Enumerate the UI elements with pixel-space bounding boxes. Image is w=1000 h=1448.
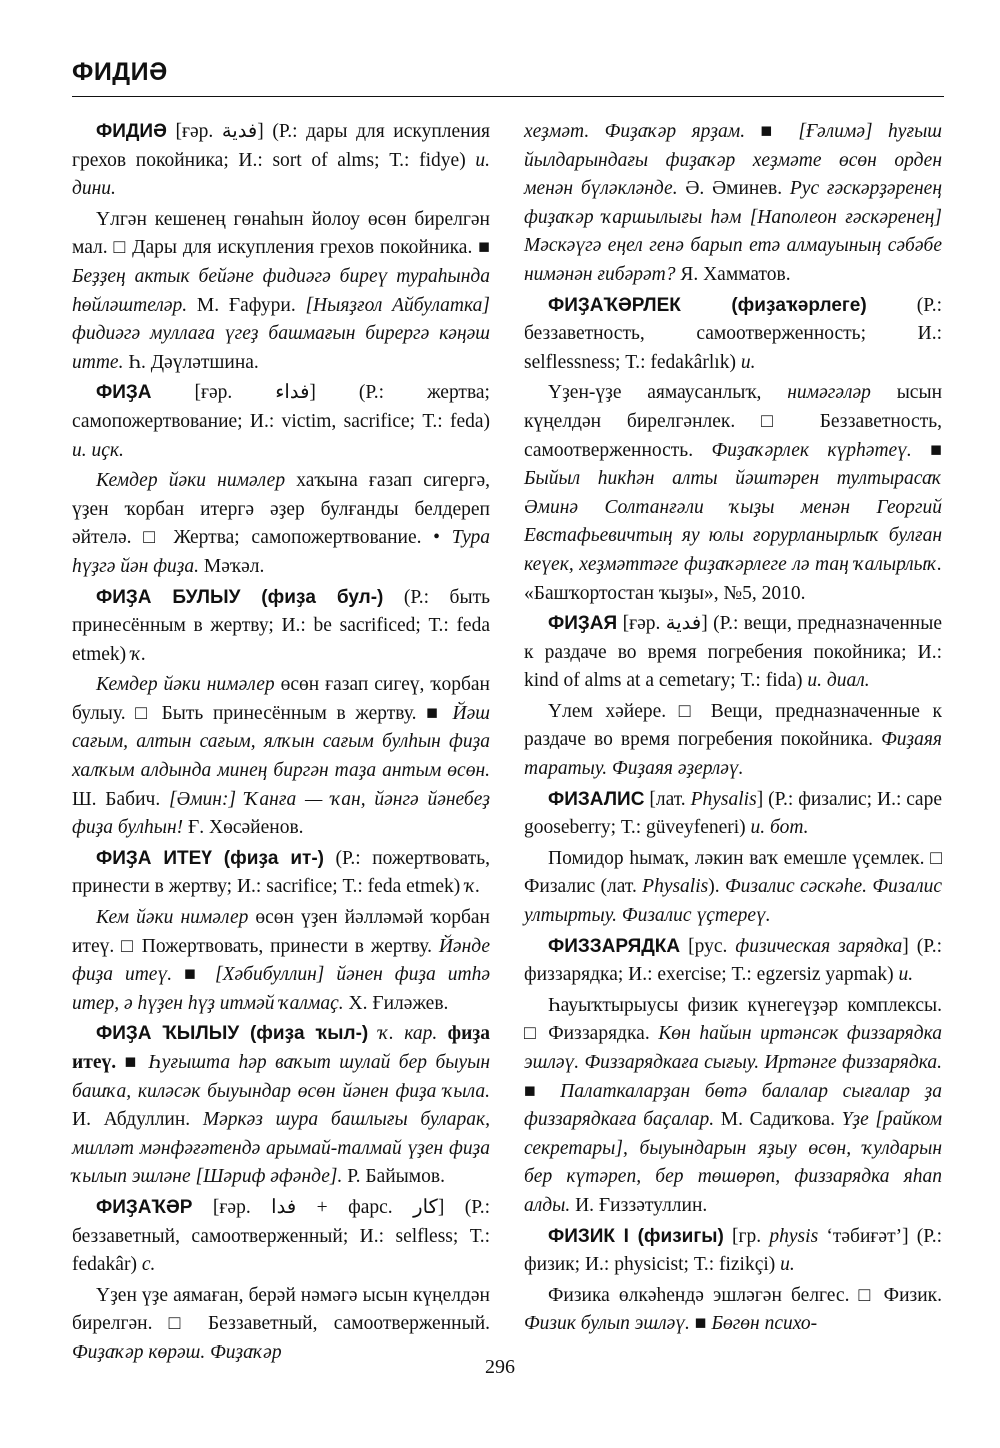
usage-note: нимәгәләр xyxy=(787,382,871,404)
usage-note: Кем йәки нимәлер xyxy=(96,907,249,929)
entry-fiza-iteu-body xyxy=(72,904,490,1018)
latin-term: Physalis xyxy=(642,876,709,898)
sense-text: Үлгән кешенең гөнаһын йолоу өсөн бирелгән мал. □ Дары для искупления грехов покойника. ■ xyxy=(72,208,490,259)
entry-fizalis-body xyxy=(524,845,942,931)
entry-fiza-bulyu xyxy=(72,584,490,670)
running-head: ФИДИӘ xyxy=(72,58,168,86)
page-number: 296 xyxy=(485,1356,515,1378)
example: Йәнде фиҙа итеү. xyxy=(72,935,490,986)
grammar-label: и. xyxy=(740,351,756,373)
example: Фиҙаҡәр көрәш. Фиҙаҡәр xyxy=(72,1341,282,1363)
definition: (Р.: быть принесённым в жертву; И.: be sacrificed; Т.: feda etmek) xyxy=(72,586,490,665)
entry-fizik xyxy=(524,1223,942,1280)
author: Я. Хамматов. xyxy=(675,263,791,285)
author: М. Ғафури. xyxy=(187,294,306,316)
definition: ‘тәбиғәт’] (Р.: физик; И.: physicist; Т.: fizikçi) xyxy=(524,1225,943,1276)
author: И. Ғиззәтуллин. xyxy=(570,1194,708,1216)
entry-fiza xyxy=(72,379,490,465)
source: Мәҡәл. xyxy=(199,555,265,577)
example: Палаткаларҙан бөтә балалар сығалар ҙа физзарядкаға баҫалар. xyxy=(524,1080,943,1131)
definition: (Р.: беззаветность, самоотверженность; И.: selflessness; Т.: fedakârlık) xyxy=(524,294,942,373)
definition: [рус. xyxy=(680,935,736,957)
grammar-label: ҡ. xyxy=(131,643,147,665)
left-column xyxy=(72,118,490,1370)
entry-fidie-body xyxy=(72,206,490,378)
entry-fizakerlek xyxy=(524,292,942,378)
example: Үҙе [райком секретары], быуындарын яҙыу өсөн, ҡулдарын бер күтәреп, бер төшөрөп, физзарядка яһап алды. xyxy=(524,1109,943,1216)
headword: ФИҘА ҠЫЛЫУ (фиҙа ҡыл-) xyxy=(96,1023,369,1045)
usage-note: Кемдер йәки нимәлер xyxy=(96,674,275,696)
sense-text: ). xyxy=(708,876,725,898)
headword: ФИДИӘ xyxy=(96,121,167,142)
author: Х. Ғиләжев. xyxy=(343,992,449,1014)
definition: ] (Р.: физалис; И.: cape gooseberry; Т.: güveyfeneri) xyxy=(524,788,942,839)
sense-text: Һауыҡтырыусы физик күнегеүҙәр комплексы. □ Физзарядка. xyxy=(524,994,942,1045)
entry-fizaker xyxy=(72,1194,490,1280)
sense-text: Физика өлкәһендә эшләгән белгес. □ Физик. xyxy=(548,1284,942,1306)
headword: ФИЗАЛИС xyxy=(548,788,645,810)
example: Йәш сағым, алтын сағым, ялҡын сағым булһын фиҙа халҡым алдында минең биргән таҙа антым өсөн. xyxy=(72,702,490,782)
entry-fiza-kylyu xyxy=(72,1020,490,1192)
bullet: ■ xyxy=(116,1052,149,1073)
author: Һ. Дәүләтшина. xyxy=(123,351,259,373)
author: Ә. Әминев. xyxy=(677,178,790,200)
grammar-label: с. xyxy=(141,1254,156,1276)
headword: ФИҘА xyxy=(96,382,152,404)
headword: ФИҘАҠӘР xyxy=(96,1196,193,1218)
bullet: ■ xyxy=(911,439,943,461)
sense-text: хаҡына ғазап сигергә, үҙен ҡорбан итергә әҙер булғанды белдереп әйтелә. □ Жертва; самопожертвование. • xyxy=(72,470,490,549)
author: Р. Байымов. xyxy=(342,1166,445,1188)
definition: ] (Р.: физзарядка; И.: exercise; Т.: egzersiz yapmak) xyxy=(524,935,942,986)
definition: [гр. xyxy=(723,1225,770,1247)
example: Һуғышта һәр ваҡыт шулай бер быуын башҡа, киләсәк быуындар өсөн йәнен фиҙа ҡыла. xyxy=(72,1052,490,1102)
grammar-label: ҡ. xyxy=(465,876,481,898)
definition: [лат. xyxy=(644,788,691,810)
entry-fiza-iteu xyxy=(72,845,490,902)
example: [Ныяҙғол Айбулатка] фидиәгә муллаға үгеҙ башмағын бирергә кәңәш итте. xyxy=(72,294,490,373)
headword: ФИҘАЯ xyxy=(548,613,618,635)
entry-fizaya-body xyxy=(524,698,942,784)
headword: ФИЗИК I (физигы) xyxy=(548,1225,724,1247)
latin-term: Physalis xyxy=(690,788,757,810)
entry-fiza-body xyxy=(72,467,490,581)
bullet: ■ xyxy=(524,1080,561,1102)
grammar-label: и. xyxy=(780,1254,795,1276)
etymon: physis xyxy=(769,1225,819,1247)
example: Физик булып эшләү. xyxy=(524,1313,690,1335)
entry-fizakerlek-body xyxy=(524,379,942,608)
entry-fizzaryadka xyxy=(524,933,942,990)
example: [Ғәлимә] һуғыш йылдарындағы фиҙаҡәр хеҙмәте өсөн орден менән бүләкләнде. xyxy=(524,121,942,200)
usage-note: Кемдер йәки нимәлер xyxy=(96,470,286,492)
author: Ғ. Хөсәйенов. xyxy=(183,817,304,839)
bullet: ■ xyxy=(689,1313,712,1335)
headword: ФИҘАҠӘРЛЕК (фиҙаҡәрлеге) xyxy=(548,294,867,316)
definition: [ғәр. فدية] (Р.: вещи, предназначенные к раздаче во время погребения покойника; И.: kind of alms at a cemetary; Т.: fida) xyxy=(524,613,942,692)
sense-text: Помидор һымаҡ, ләкин ваҡ емешле үҫемлек. □ Физалис (лат. xyxy=(524,847,942,898)
entry-fidie xyxy=(72,118,490,204)
source: «Башҡортостан ҡыҙы», №5, 2010. xyxy=(524,582,806,604)
example: [Әмин:] Ҡанға — ҡан, йәнгә йәнебеҙ фиҙа булһын! xyxy=(72,788,490,839)
grammar-label: и. дини. xyxy=(72,149,490,200)
example: Фиҙаяя таратыу. Фиҙаяя әҙерләү. xyxy=(524,729,942,780)
example: Рус ғәскәрҙәренең фиҙаҡәр ҡаршылығы һәм [Наполеон ғәскәренең] Мәскәүгә еңел генә барып етә алмауының сәбәбе нимәнән ғибәрәт? xyxy=(524,178,942,285)
bullet: ■ xyxy=(172,964,215,986)
sense-text: Үлем хәйере. □ Вещи, предназначенные к раздаче во время погребения покойника. xyxy=(524,700,942,751)
grammar-label: и. xyxy=(898,964,914,986)
entry-fizaker-body xyxy=(72,1282,490,1368)
entry-fizalis xyxy=(524,786,942,843)
author: Ш. Бабич. xyxy=(72,788,169,810)
headword: ФИЗЗАРЯДКА xyxy=(548,935,681,957)
right-column xyxy=(524,118,942,1341)
etymon: физическая зарядка xyxy=(735,935,903,957)
bullet: ■ xyxy=(745,121,799,142)
grammar-label: и. диал. xyxy=(807,670,870,692)
grammar-label: и. бот. xyxy=(750,817,809,839)
sense-text: Үҙен үҙе аямаған, берәй нәмәгә ысын күңелдән бирелгән. □ Беззаветный, самоотверженный. xyxy=(72,1284,490,1335)
entry-fizik-body xyxy=(524,1282,942,1339)
entry-fiza-bulyu-body xyxy=(72,671,490,843)
entry-fizzaryadka-body xyxy=(524,992,942,1221)
proverb: Тура һүҙгә йән фиҙа. xyxy=(72,527,490,577)
example: Беҙҙең актык бейәне фидиәгә биреү тураһында һөйләштеләр. xyxy=(72,265,490,316)
grammar-label: и. иҫк. xyxy=(72,439,124,461)
sense-text: өсөн үҙен йәлләмәй ҡорбан итеү. □ Пожертвовать, принести в жертву. xyxy=(72,907,490,957)
entry-fizaya xyxy=(524,610,942,696)
example: Быйыл һикһән алты йәштәрен тултырасаҡ Әминә Солтанғәли ҡыҙы менән Георгий Евстафьевичтың яу юлы ғорурланырлыҡ булған кеүек, хеҙмәттәге фиҙаҡәрлеге лә таң ҡалырлыҡ. xyxy=(524,468,942,575)
example: Мәркәз шура башлығы буларак, милләт мәнфәғәтендә арымай-талмай үҙен фиҙа ҡылып эшләне [Шәриф әфәнде]. xyxy=(72,1109,490,1188)
definition: [ғәр. فدية] (Р.: дары для искупления грехов покойника; И.: sort of alms; Т.: fidye) xyxy=(72,121,491,171)
sense-text: Үҙен-үҙе аямаусанлыҡ, xyxy=(548,382,788,404)
example: Бөгөн психо- xyxy=(711,1313,818,1335)
example: Көн һайын иртәнсәк физзарядка эшләү. Физзарядкаға сығыу. Иртәнге физзарядка. xyxy=(524,1023,942,1073)
definition: (Р.: пожертвовать, принести в жертву; И.: sacrifice; Т.: feda etmek) xyxy=(72,847,490,898)
definition: [ғәр. فدا + фарс. كار] (Р.: беззаветный, самоотверженный; И.: selfless; Т.: fedakâr) xyxy=(72,1196,490,1276)
sense-text: өсөн ғазап сигеү, ҡорбан булыу. □ Быть принесённым в жертву. ■ xyxy=(72,674,490,724)
definition: [ғәр. فداء] (Р.: жертва; самопожертвование; И.: victim, sacrifice; Т.: feda) xyxy=(72,382,490,432)
headword: ФИҘА ИТЕҮ (фиҙа ит-) xyxy=(96,847,324,869)
grammar-label: ҡ. кар. xyxy=(368,1023,448,1045)
header-rule xyxy=(72,96,944,97)
author: И. Абдуллин. xyxy=(72,1109,203,1131)
cross-reference: фиҙа итеү. xyxy=(72,1023,490,1073)
entry-fizaker-continued xyxy=(524,118,942,290)
author: М. Садиҡова. xyxy=(714,1109,842,1131)
example: [Хәбибуллин] йәнен фиҙа итһә итер, ә һүҙен һүҙ итмәй ҡалмаҫ. xyxy=(72,964,490,1014)
example: Фиҙаҡәрлек күрһәтеү. xyxy=(711,439,912,461)
sense-text: ысын күңелдән бирелгәнлек. □ Беззаветность, самоотверженность. xyxy=(524,382,943,461)
example: Физалис сәскәһе. Физалис ултыртыу. Физалис үҫтереү. xyxy=(524,876,943,927)
example: хеҙмәт. Фиҙаҡәр ярҙам. xyxy=(524,121,746,142)
headword: ФИҘА БУЛЫУ (фиҙа бул-) xyxy=(96,586,384,608)
